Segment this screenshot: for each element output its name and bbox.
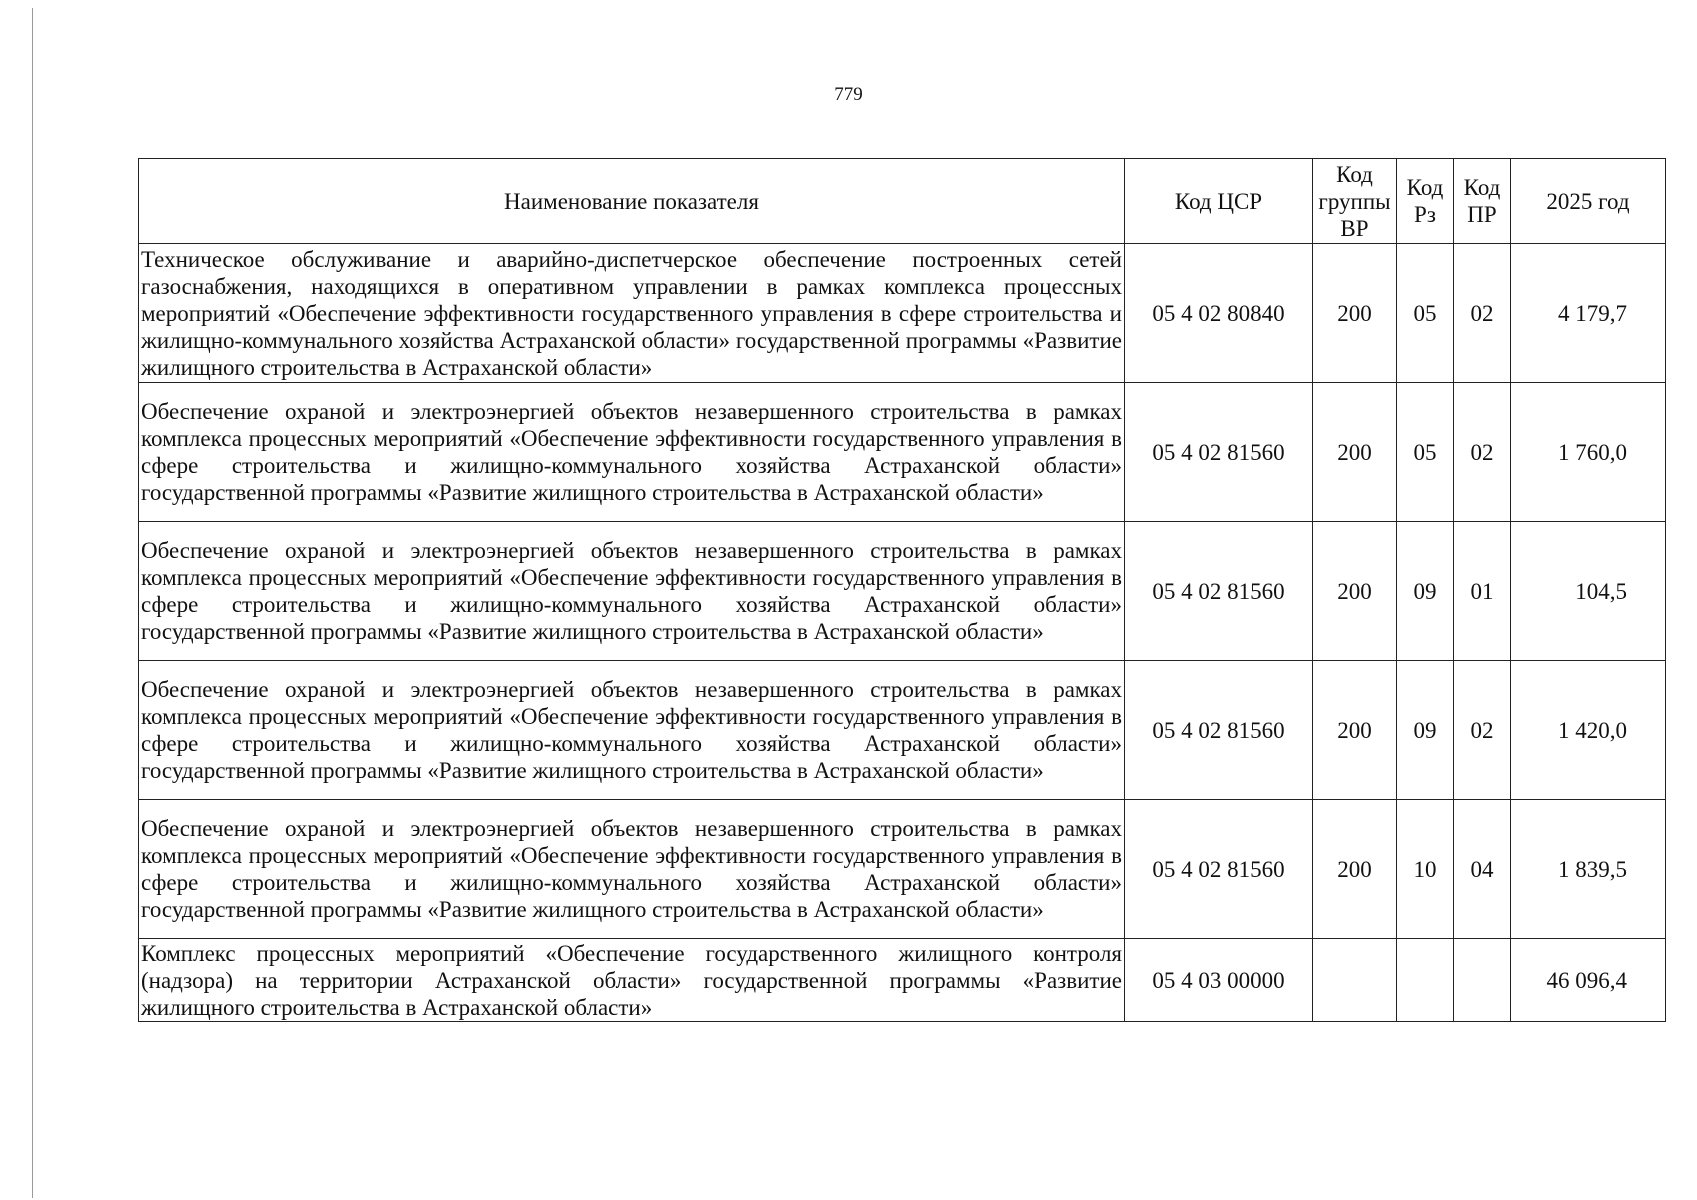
header-csr: Код ЦСР [1125, 159, 1313, 244]
cell-amount: 1 760,0 [1511, 383, 1666, 522]
cell-rz: 10 [1397, 800, 1454, 939]
cell-pr: 02 [1454, 244, 1511, 383]
header-rz: Код Рз [1397, 159, 1454, 244]
cell-amount: 104,5 [1511, 522, 1666, 661]
budget-table [138, 158, 1666, 1022]
cell-amount: 4 179,7 [1511, 244, 1666, 383]
cell-rz: 05 [1397, 383, 1454, 522]
cell-vr: 200 [1313, 522, 1397, 661]
header-name: Наименование показателя [139, 159, 1125, 244]
table-row [139, 244, 1666, 383]
table-header-row [139, 159, 1666, 244]
table-row [139, 800, 1666, 939]
cell-vr: 200 [1313, 383, 1397, 522]
cell-vr: 200 [1313, 800, 1397, 939]
page-number: 779 [834, 84, 863, 105]
cell-csr: 05 4 02 81560 [1125, 661, 1313, 800]
cell-amount: 46 096,4 [1511, 939, 1666, 1022]
header-vr: Код группы ВР [1313, 159, 1397, 244]
scan-edge-line [32, 8, 33, 1198]
header-year: 2025 год [1511, 159, 1666, 244]
cell-csr: 05 4 03 00000 [1125, 939, 1313, 1022]
header-pr: Код ПР [1454, 159, 1511, 244]
cell-csr: 05 4 02 80840 [1125, 244, 1313, 383]
cell-pr: 02 [1454, 661, 1511, 800]
table-row [139, 939, 1666, 1022]
table-row [139, 383, 1666, 522]
cell-vr [1313, 939, 1397, 1022]
table-row [139, 522, 1666, 661]
cell-pr: 04 [1454, 800, 1511, 939]
cell-amount: 1 839,5 [1511, 800, 1666, 939]
cell-csr: 05 4 02 81560 [1125, 800, 1313, 939]
cell-vr: 200 [1313, 661, 1397, 800]
table-row [139, 661, 1666, 800]
cell-name: Обеспечение охраной и электроэнергией объектов незавершенного строительства в рамках комплекса процессных мероприятий «Обеспечение эффективности государственного управления в сфере строительства и жилищно-коммунального хозяйства Астраханской области» государственной программы «Развитие жилищного строительства в Астраханской области» [139, 661, 1125, 800]
cell-csr: 05 4 02 81560 [1125, 522, 1313, 661]
cell-name: Обеспечение охраной и электроэнергией объектов незавершенного строительства в рамках комплекса процессных мероприятий «Обеспечение эффективности государственного управления в сфере строительства и жилищно-коммунального хозяйства Астраханской области» государственной программы «Развитие жилищного строительства в Астраханской области» [139, 522, 1125, 661]
cell-rz: 05 [1397, 244, 1454, 383]
cell-name: Техническое обслуживание и аварийно-диспетчерское обеспечение построенных сетей газоснабжения, находящихся в оперативном управлении в рамках комплекса процессных мероприятий «Обеспечение эффективности государственного управления в сфере строительства и жилищно-коммунального хозяйства Астраханской области» государственной программы «Развитие жилищного строительства в Астраханской области» [139, 244, 1125, 383]
cell-pr: 02 [1454, 383, 1511, 522]
cell-name: Комплекс процессных мероприятий «Обеспечение государственного жилищного контроля (надзора) на территории Астраханской области» государственной программы «Развитие жилищного строительства в Астраханской области» [139, 939, 1125, 1022]
cell-rz: 09 [1397, 522, 1454, 661]
cell-rz: 09 [1397, 661, 1454, 800]
cell-vr: 200 [1313, 244, 1397, 383]
cell-csr: 05 4 02 81560 [1125, 383, 1313, 522]
cell-name: Обеспечение охраной и электроэнергией объектов незавершенного строительства в рамках комплекса процессных мероприятий «Обеспечение эффективности государственного управления в сфере строительства и жилищно-коммунального хозяйства Астраханской области» государственной программы «Развитие жилищного строительства в Астраханской области» [139, 383, 1125, 522]
cell-amount: 1 420,0 [1511, 661, 1666, 800]
cell-pr: 01 [1454, 522, 1511, 661]
cell-rz [1397, 939, 1454, 1022]
cell-pr [1454, 939, 1511, 1022]
cell-name: Обеспечение охраной и электроэнергией объектов незавершенного строительства в рамках комплекса процессных мероприятий «Обеспечение эффективности государственного управления в сфере строительства и жилищно-коммунального хозяйства Астраханской области» государственной программы «Развитие жилищного строительства в Астраханской области» [139, 800, 1125, 939]
